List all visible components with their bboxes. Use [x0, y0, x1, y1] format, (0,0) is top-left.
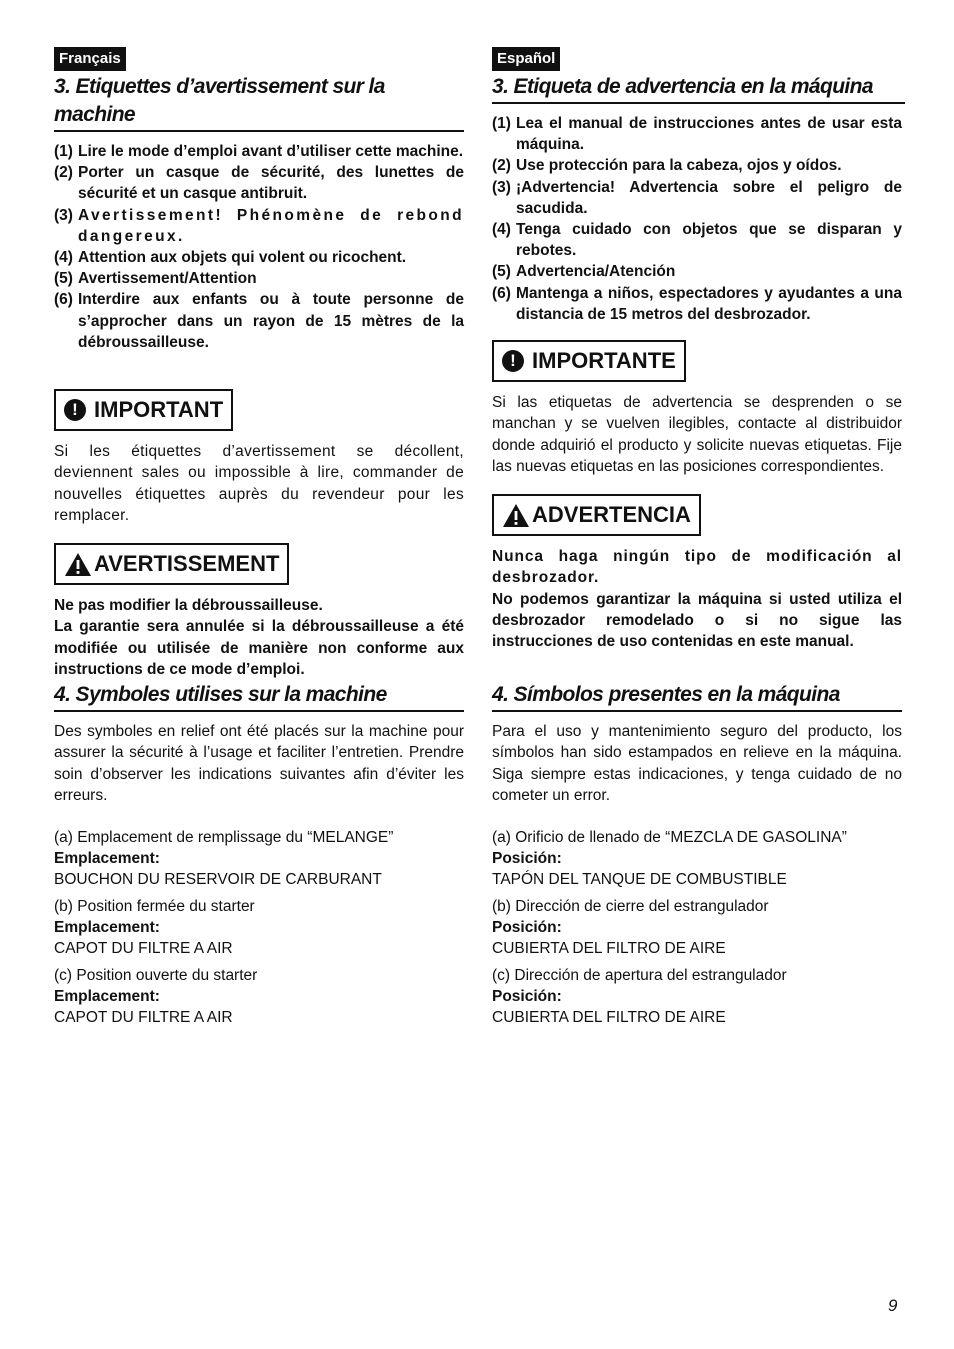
language-tab-spanish: Español: [492, 47, 560, 71]
section3-title-fr: 3. Etiquettes d’avertissement sur la machine: [54, 71, 464, 132]
warning-triangle-icon: [64, 552, 92, 577]
list-item: (5) Advertencia/Atención: [492, 263, 676, 281]
warning-text-2-es: No podemos garantizar la máquina si usted utiliza el desbrozador remodelado o si no sigue las instrucciones de uso contenidas en este manual.: [492, 590, 902, 651]
important-label-fr: IMPORTANT: [94, 397, 224, 422]
symbol-item: (b) Position fermée du starter Emplacement: CAPOT DU FILTRE A AIR: [54, 898, 255, 958]
symbol-item: (a) Orificio de llenado de “MEZCLA DE GASOLINA” Posición: TAPÓN DEL TANQUE DE COMBUSTIBLE: [492, 829, 847, 889]
list-item: (1) Lea el manual de instrucciones antes de usar esta máquina.: [492, 115, 902, 154]
symbols-intro-es: Para el uso y mantenimiento seguro del producto, los símbolos han sido estampados en relieve en la máquina. Siga siempre estas indicaciones, y tenga cuidado de no cometer un error.: [492, 723, 902, 804]
warning-label-fr: AVERTISSEMENT: [94, 551, 280, 577]
warning-label-es: ADVERTENCIA: [532, 502, 691, 528]
section4-title-es: 4. Símbolos presentes en la máquina: [492, 679, 902, 712]
language-tab-french: Français: [54, 47, 126, 71]
french-column: [54, 47, 464, 1027]
exclamation-circle-icon: !: [64, 399, 86, 421]
warning-text-2-fr: La garantie sera annulée si la débroussailleuse a été modifiée ou utilisée de manière non conforme aux instructions de ce mode d’emploi.: [54, 618, 464, 679]
list-item: (3) Avertissement! Phénomène de rebond dangereux.: [54, 206, 464, 245]
exclamation-circle-icon: !: [502, 350, 524, 372]
page-number: 9: [888, 1296, 898, 1315]
symbol-item: (a) Emplacement de remplissage du “MELANGE” Emplacement: BOUCHON DU RESERVOIR DE CARBURANT: [54, 829, 394, 889]
list-item: (6) Mantenga a niños, espectadores y ayudantes a una distancia de 15 metros del desbrozador.: [492, 284, 902, 323]
section4-title-fr: 4. Symboles utilises sur la machine: [54, 679, 464, 712]
list-item: (4) Tenga cuidado con objetos que se disparan y rebotes.: [492, 221, 902, 260]
symbol-item: (c) Dirección de apertura del estrangulador Posición: CUBIERTA DEL FILTRO DE AIRE: [492, 967, 787, 1027]
list-item: (4) Attention aux objets qui volent ou ricochent.: [54, 249, 407, 267]
important-text-es: Si las etiquetas de advertencia se desprenden o se manchan y se vuelven ilegibles, contacte al distribuidor donde adquirió el producto y solicite nuevas etiquetas. Fije las nuevas etiquetas en las posiciones correspondientes.: [492, 394, 902, 475]
warning-notice-es: [492, 494, 701, 536]
symbols-intro-fr: Des symboles en relief ont été placés sur la machine pour assurer la sécurité à l’usage et faciliter l’entretien. Prendre soin d’observer les indications suivantes afin d’éviter les erreurs.: [54, 723, 464, 804]
important-notice-fr: [54, 389, 233, 431]
warning-text-1-fr: Ne pas modifier la débroussailleuse.: [54, 597, 323, 615]
warning-labels-list-fr: [54, 141, 464, 371]
section3-title-es: 3. Etiqueta de advertencia en la máquina: [492, 71, 905, 104]
list-item: (2) Porter un casque de sécurité, des lunettes de sécurité et un casque antibruit.: [54, 164, 464, 203]
list-item: (5) Avertissement/Attention: [54, 270, 257, 288]
warning-notice-fr: [54, 543, 289, 585]
important-label-es: IMPORTANTE: [532, 348, 676, 373]
list-item: (6) Interdire aux enfants ou à toute personne de s’approcher dans un rayon de 15 mètres de la débroussailleuse.: [54, 291, 464, 351]
warning-labels-list-es: [492, 113, 902, 325]
important-notice-es: [492, 340, 686, 382]
warning-text-1-es: Nunca haga ningún tipo de modificación al desbrozador.: [492, 548, 902, 587]
spanish-column: [492, 47, 902, 1027]
list-item: (1) Lire le mode d’emploi avant d’utiliser cette machine.: [54, 143, 464, 160]
symbol-item: (c) Position ouverte du starter Emplacement: CAPOT DU FILTRE A AIR: [54, 967, 258, 1027]
symbol-item: (b) Dirección de cierre del estrangulador Posición: CUBIERTA DEL FILTRO DE AIRE: [492, 898, 769, 958]
list-item: (2) Use protección para la cabeza, ojos y oídos.: [492, 157, 842, 175]
important-text-fr: Si les étiquettes d’avertissement se décollent, deviennent sales ou impossible à lire, commander de nouvelles étiquettes auprès du revendeur pour les remplacer.: [54, 443, 464, 524]
warning-triangle-icon: [502, 503, 530, 528]
list-item: (3) ¡Advertencia! Advertencia sobre el peligro de sacudida.: [492, 178, 902, 217]
